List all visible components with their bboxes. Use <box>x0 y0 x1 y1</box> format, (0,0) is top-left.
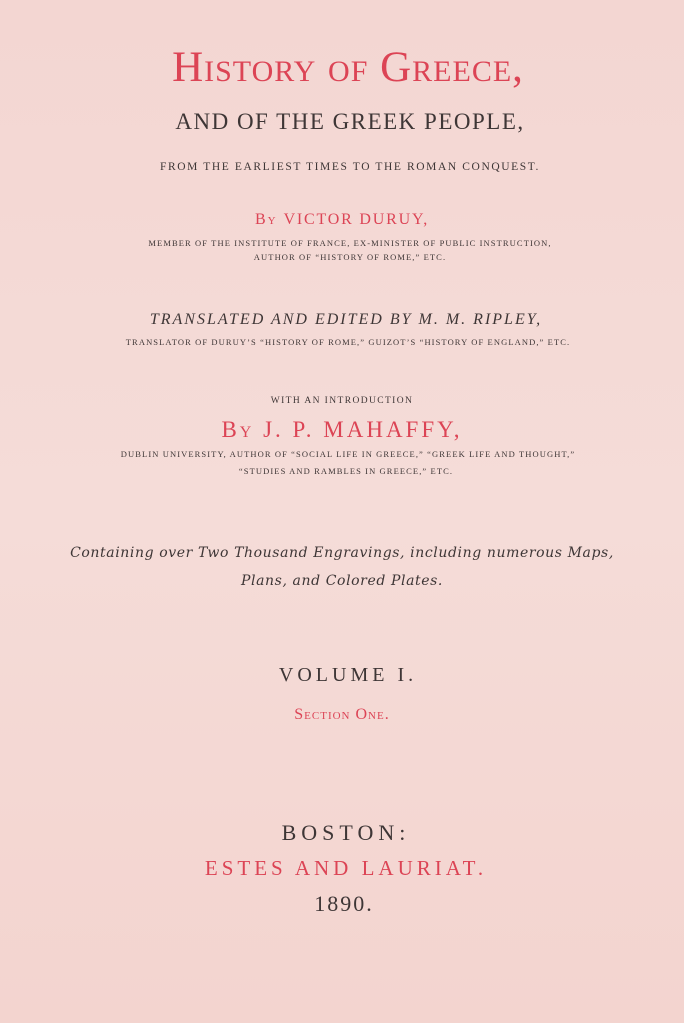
author-by: By <box>254 211 278 228</box>
illustrations-line-1: Containing over Two Thousand Engravings, including numerous Maps, <box>70 545 614 561</box>
illustrations-line-2: Plans, and Colored Plates. <box>241 573 443 589</box>
translator-credential: TRANSLATOR OF DURUY’S “HISTORY OF ROME,” GUIZOT’S “HISTORY OF ENGLAND,” ETC. <box>125 337 571 347</box>
author-credential-1: MEMBER OF THE INSTITUTE OF FRANCE, EX-MINISTER OF PUBLIC INSTRUCTION, <box>148 238 552 248</box>
introduction-credential-1: DUBLIN UNIVERSITY, AUTHOR OF “SOCIAL LIFE IN GREECE,” “GREEK LIFE AND THOUGHT,” <box>120 449 576 459</box>
author-line <box>0 212 684 228</box>
book-subtitle: AND OF THE GREEK PEOPLE, <box>175 109 525 134</box>
imprint-publisher: ESTES AND LAURIAT. <box>204 856 488 880</box>
imprint-year: 1890. <box>314 891 374 916</box>
section-label: Section One. <box>294 706 390 723</box>
introduction-author: By J. P. MAHAFFY, <box>221 417 463 442</box>
introduction-credential-2: “STUDIES AND RAMBLES IN GREECE,” ETC. <box>238 466 454 476</box>
imprint-city: BOSTON: <box>281 820 411 845</box>
period-line: FROM THE EARLIEST TIMES TO THE ROMAN CONQUEST. <box>159 161 541 173</box>
volume-number: VOLUME I. <box>278 664 418 686</box>
translator-line: TRANSLATED AND EDITED BY M. M. RIPLEY, <box>149 311 543 328</box>
introduction-label: WITH AN INTRODUCTION <box>270 396 414 406</box>
book-title: History of Greece, <box>172 44 524 91</box>
author-credential-2: AUTHOR OF “HISTORY OF ROME,” ETC. <box>253 252 447 262</box>
author-name: VICTOR DURUY, <box>283 211 430 228</box>
